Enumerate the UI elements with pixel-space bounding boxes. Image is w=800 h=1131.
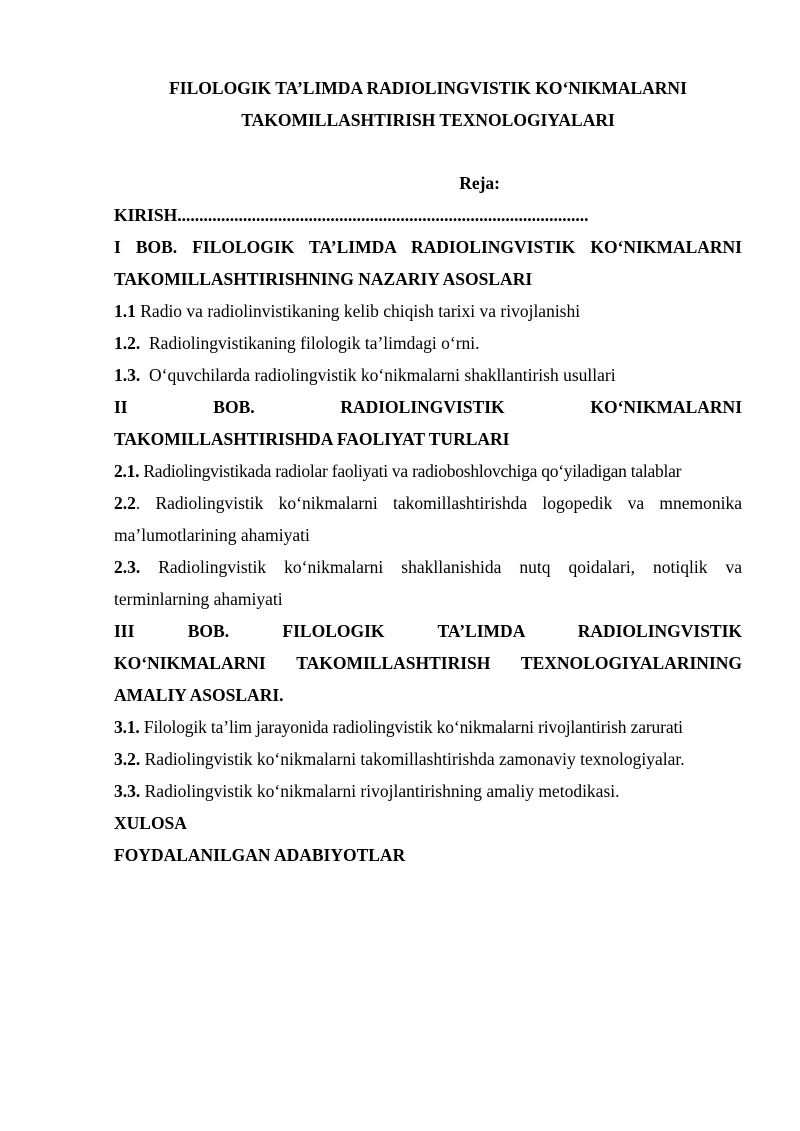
chapter-3-word: FILOLOGIK [282, 621, 385, 641]
toc-item-text: Filologik ta’lim jarayonida radiolingvistik ko‘nikmalarni rivojlantirish zarurati [139, 717, 683, 737]
toc-item-text: O‘quvchilarda radiolingvistik ko‘nikmalarni shakllantirish usullari [140, 365, 616, 385]
chapter-2-heading-line-1 [114, 391, 742, 423]
toc-item-2-1 [114, 455, 742, 487]
toc-item-1-3 [114, 359, 742, 391]
toc-item-number: 1.1 [114, 301, 136, 321]
chapter-3-word: RADIOLINGVISTIK [577, 621, 743, 641]
title-line-2: TAKOMILLASHTIRISH TEXNOLOGIYALARI [241, 110, 615, 130]
chapter-2-heading-line-2: TAKOMILLASHTIRISHDA FAOLIYAT TURLARI [114, 429, 510, 449]
toc-item-text: Radiolingvistik ko‘nikmalarni takomillashtirishda zamonaviy texnologiyalar. [140, 749, 685, 769]
document-title [114, 72, 742, 136]
chapter-1-heading-line-2: TAKOMILLASHTIRISHNING NAZARIY ASOSLARI [114, 269, 533, 289]
chapter-2-word: RADIOLINGVISTIK [340, 397, 505, 417]
toc-item-2-3 [114, 551, 742, 615]
toc-item-1-1 [114, 295, 742, 327]
toc-item-text: Radio va radiolinvistikaning kelib chiqish tarixi va rivojlanishi [135, 301, 581, 321]
toc-item-3-3 [114, 775, 742, 807]
toc-item-number: 3.2. [114, 749, 141, 769]
plan-heading: Reja: [459, 173, 500, 193]
table-of-contents [114, 199, 742, 871]
toc-item-number: 1.2. [114, 333, 141, 353]
toc-item-3-1 [114, 711, 742, 743]
chapter-2-word: KO‘NIKMALARNI [590, 397, 743, 417]
chapter-3-word: BOB. [187, 621, 230, 641]
chapter-1-heading-line-1: I BOB. FILOLOGIK TA’LIMDA RADIOLINGVISTIK KO‘NIKMALARNI [114, 237, 742, 257]
toc-item-1-2 [114, 327, 742, 359]
toc-item-number: 2.1. [114, 461, 140, 481]
toc-intro: KIRISH.............................................................................................. [114, 205, 589, 225]
chapter-3-heading-line-2: KO‘NIKMALARNI TAKOMILLASHTIRISH TEXNOLOGIYALARINING [114, 653, 742, 673]
toc-item-number: 3.1. [114, 717, 140, 737]
toc-item-text: Radiolingvistikaning filologik ta’limdagi o‘rni. [140, 333, 480, 353]
toc-item-2-2 [114, 487, 742, 551]
toc-item-text: . Radiolingvistik ko‘nikmalarni takomillashtirishda logopedik va mnemonika ma’lumotlarining ahamiyati [114, 493, 742, 545]
title-line-1: FILOLOGIK TA’LIMDA RADIOLINGVISTIK KO‘NIKMALARNI [169, 78, 687, 98]
toc-item-text: Radiolingvistik ko‘nikmalarni shakllanishida nutq qoidalari, notiqlik va terminlarning ahamiyati [114, 557, 742, 609]
chapter-2-word: BOB. [213, 397, 255, 417]
toc-item-number: 3.3. [114, 781, 141, 801]
toc-item-number: 1.3. [114, 365, 141, 385]
toc-item-text: Radiolingvistikada radiolar faoliyati va radioboshlovchiga qo‘yiladigan talablar [139, 461, 682, 481]
chapter-3-word: TA’LIMDA [437, 621, 525, 641]
toc-item-number: 2.3. [114, 557, 141, 577]
toc-item-3-2 [114, 743, 742, 775]
toc-conclusion: XULOSA [114, 813, 187, 833]
chapter-3-word: III [114, 621, 135, 641]
toc-item-text: Radiolingvistik ko‘nikmalarni rivojlantirishning amaliy metodikasi. [140, 781, 620, 801]
chapter-3-heading-line-3: AMALIY ASOSLARI. [114, 685, 284, 705]
chapter-2-word: II [114, 397, 128, 417]
toc-references: FOYDALANILGAN ADABIYOTLAR [114, 845, 406, 865]
chapter-3-heading-line-1 [114, 615, 742, 647]
toc-item-number: 2.2 [114, 493, 136, 513]
